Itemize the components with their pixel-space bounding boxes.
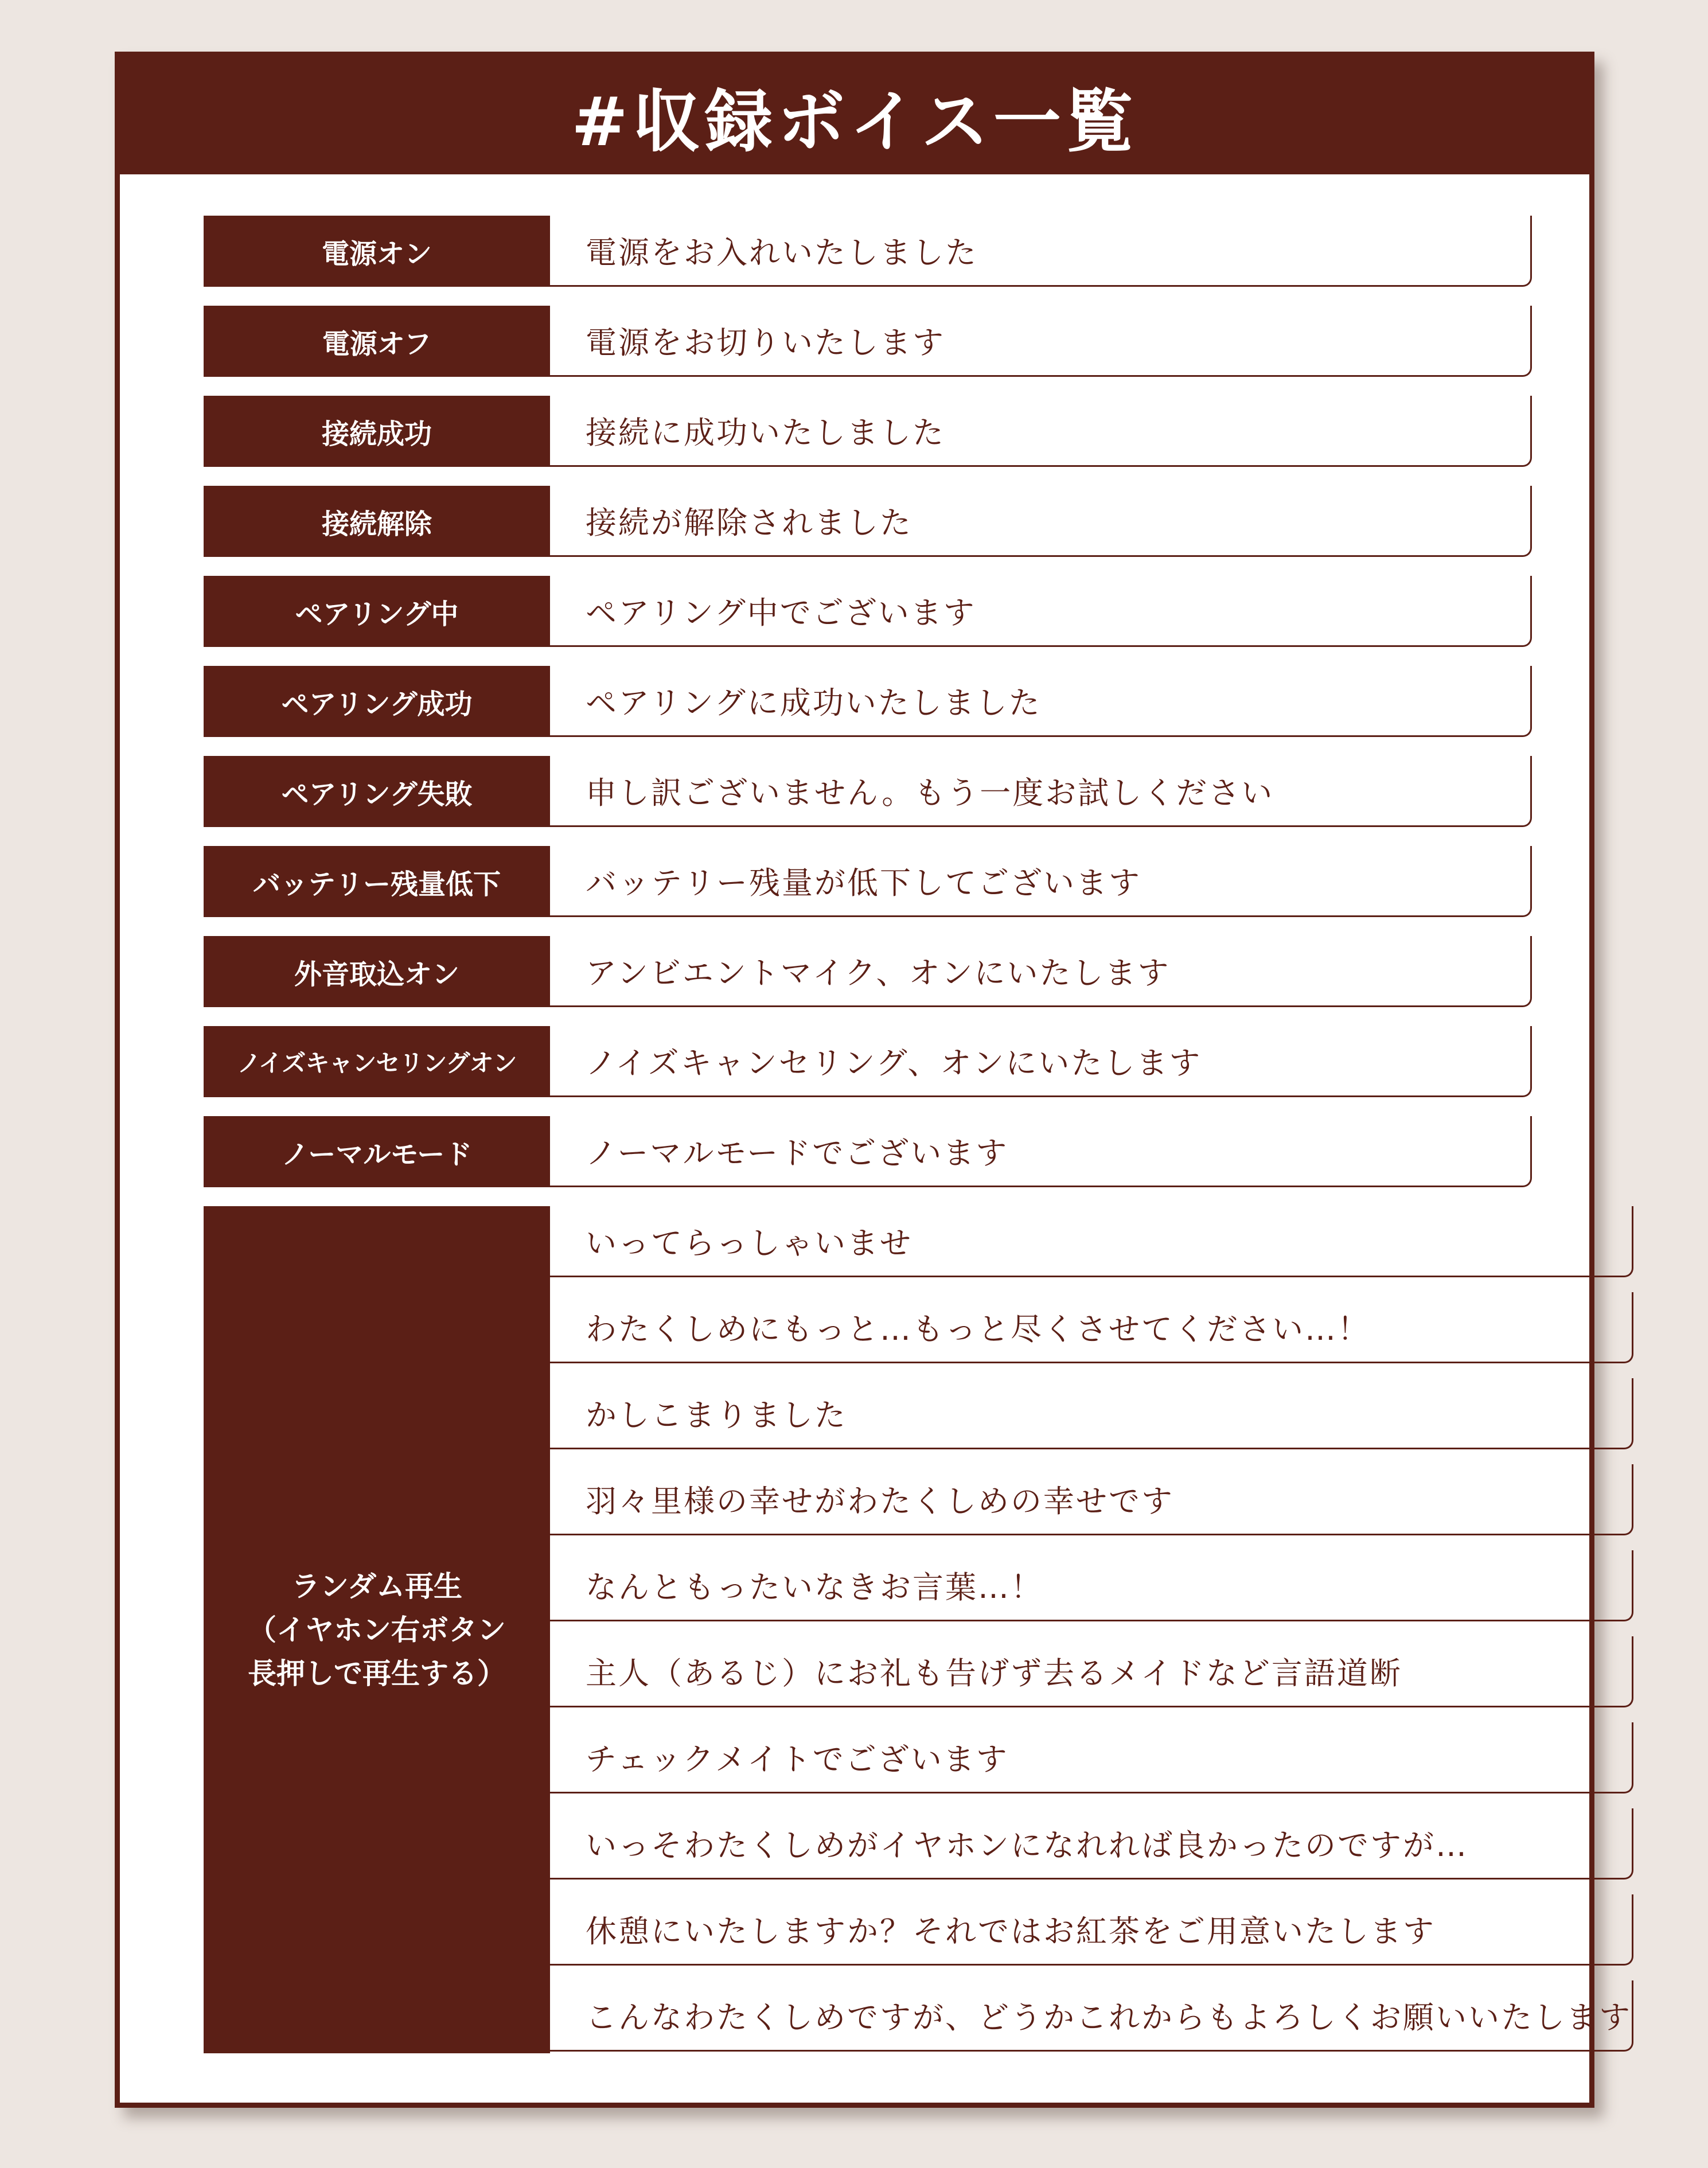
row-label: ノイズキャンセリングオン <box>204 1026 550 1097</box>
row-label: 電源オン <box>204 216 550 287</box>
row-label: ペアリング失敗 <box>204 756 550 827</box>
row-value: 申し訳ございません。もう一度お試しください <box>550 756 1532 827</box>
table-row <box>204 1116 1532 1187</box>
table-row <box>204 306 1532 377</box>
row-value: ノーマルモードでございます <box>550 1116 1532 1187</box>
table-row <box>204 846 1532 917</box>
list-item: こんなわたくしめですが、どうかこれからもよろしくお願いいたします <box>550 1980 1633 2052</box>
voice-table <box>204 216 1632 2053</box>
row-value: バッテリー残量が低下してございます <box>550 846 1532 917</box>
list-item: わたくしめにもっと…もっと尽くさせてください…！ <box>550 1292 1633 1363</box>
table-row <box>204 576 1532 647</box>
random-playback-group <box>204 1206 1632 2053</box>
row-label: 電源オフ <box>204 306 550 377</box>
table-row <box>204 216 1532 287</box>
table-row <box>204 756 1532 827</box>
row-value: 接続が解除されました <box>550 486 1532 557</box>
row-label: 接続解除 <box>204 486 550 557</box>
page-title: #収録ボイス一覧 <box>120 57 1589 174</box>
row-label: ペアリング中 <box>204 576 550 647</box>
random-label-line: ランダム再生 <box>291 1569 462 1603</box>
random-label-line: （イヤホン右ボタン <box>248 1613 506 1647</box>
list-item: いってらっしゃいませ <box>550 1206 1633 1277</box>
table-row <box>204 1026 1532 1097</box>
row-label: ペアリング成功 <box>204 666 550 737</box>
row-label: バッテリー残量低下 <box>204 846 550 917</box>
random-voice-list <box>550 1206 1633 2053</box>
row-value: ペアリングに成功いたしました <box>550 666 1532 737</box>
row-value: ノイズキャンセリング、オンにいたします <box>550 1026 1532 1097</box>
list-item: かしこまりました <box>550 1378 1633 1449</box>
row-value: 電源をお切りいたします <box>550 306 1532 377</box>
row-value: ペアリング中でございます <box>550 576 1532 647</box>
row-value: 接続に成功いたしました <box>550 396 1532 467</box>
list-item: なんともったいなきお言葉…！ <box>550 1550 1633 1621</box>
list-item: 休憩にいたしますか？それではお紅茶をご用意いたします <box>550 1894 1633 1966</box>
row-label: 接続成功 <box>204 396 550 467</box>
list-item: 主人（あるじ）にお礼も告げず去るメイドなど言語道断 <box>550 1636 1633 1707</box>
table-row <box>204 396 1532 467</box>
list-item: いっそわたくしめがイヤホンになれれば良かったのですが… <box>550 1808 1633 1880</box>
list-item: チェックメイトでございます <box>550 1722 1633 1793</box>
row-value: 電源をお入れいたしました <box>550 216 1532 287</box>
row-label: ノーマルモード <box>204 1116 550 1187</box>
list-item: 羽々里様の幸せがわたくしめの幸せです <box>550 1464 1633 1535</box>
table-row <box>204 486 1532 557</box>
voice-list-card <box>115 52 1632 2108</box>
random-label-line: 長押しで再生する） <box>248 1656 506 1690</box>
row-value: アンビエントマイク、オンにいたします <box>550 936 1532 1007</box>
table-row <box>204 666 1532 737</box>
random-playback-label <box>204 1206 550 2053</box>
row-label: 外音取込オン <box>204 936 550 1007</box>
table-row <box>204 936 1532 1007</box>
